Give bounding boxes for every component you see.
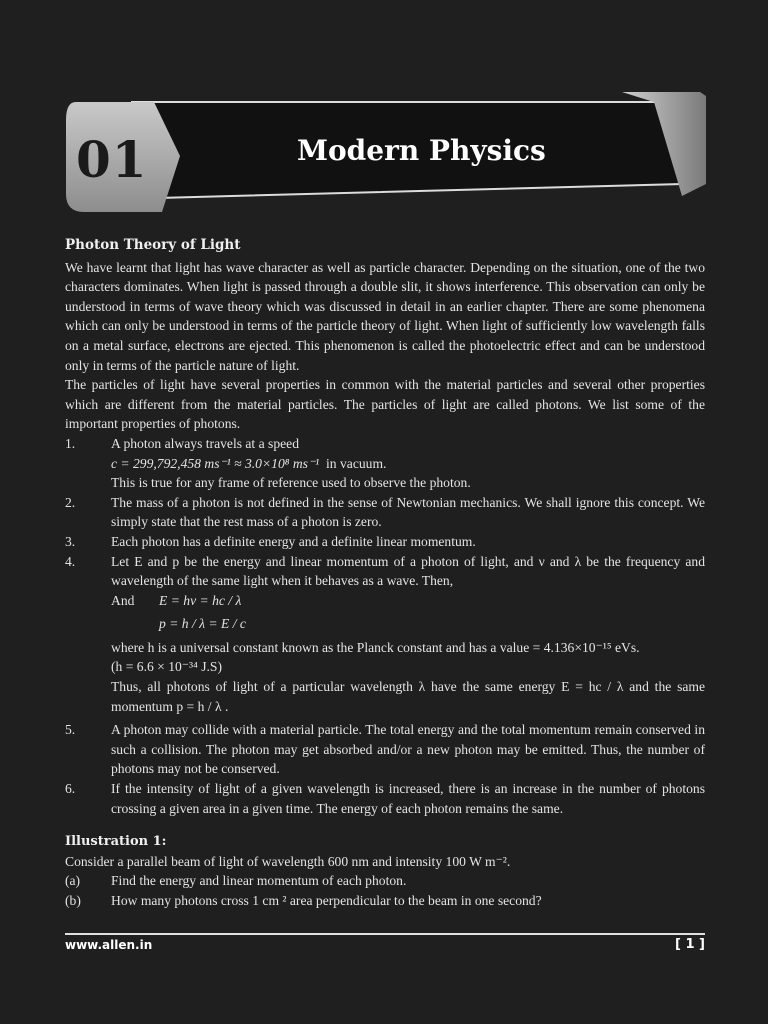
list-text: A photon always travels at a speed [111,435,299,451]
speed-equation: c = 299,792,458 ms⁻¹ ≈ 3.0×10⁸ ms⁻¹ [111,455,320,471]
list-text: If the intensity of light of a given wavelength is increased, there is an increase in the number of photons crossing a given area in a given time. The energy of each photon remains the same. [111,781,705,816]
list-text: Let E and p be the energy and linear momentum of a photon of light, and ν and λ be the frequency and wavelength of the same light when it behaves as a wave. Then, [111,553,705,589]
illustration-title: Illustration 1: [65,834,167,850]
list-number: 5. [65,722,76,738]
list-text-after: This is true for any frame of reference used to observe the photon. [111,475,471,491]
photon-energy-text: Thus, all photons of light of a particular wavelength λ have the same energy E = hc / λ and the same momentum p = h / λ . [111,679,705,714]
chapter-title: Modern Physics [297,134,546,167]
list-text: Each photon has a definite energy and a definite linear momentum. [111,533,476,549]
list-text: The mass of a photon is not defined in the sense of Newtonian mechanics. We shall ignore this concept. We simply state that the rest mass of a photon is zero. [111,494,705,530]
part-text: Find the energy and linear momentum of each photon. [111,873,407,889]
footer-divider [65,933,705,935]
list-number: 2. [65,494,76,510]
list-number: 6. [65,781,76,797]
chapter-number: 01 [76,130,148,189]
list-number: 3. [65,533,76,549]
list-item [65,779,705,818]
planck-si-value: (h = 6.6 × 10⁻³⁴ J.S) [111,659,223,675]
page-number: [ 1 ] [675,937,705,952]
page-content [65,236,705,911]
illustration-text: Consider a parallel beam of light of wavelength 600 nm and intensity 100 W m⁻². [65,853,511,869]
illustration-part [65,871,705,891]
list-item [65,434,705,493]
list-item [65,720,705,779]
list-item [65,493,705,532]
chapter-banner [62,86,706,218]
energy-equation: E = hν = hc / λ [159,592,242,608]
and-label: And [111,592,135,608]
list-number: 4. [65,553,76,569]
list-text: A photon may collide with a material particle. The total energy and the total momentum remain conserved in such a collision. The photon may get absorbed and/or a new photon may be emitted. Thus, the number of photons may not be conserved. [111,722,705,777]
part-label: (a) [65,873,81,889]
planck-text: where h is a universal constant known as the Planck constant and has a value = 4.136×10⁻¹⁵ eVs. [111,639,640,655]
part-text: How many photons cross 1 cm ² area perpendicular to the beam in one second? [111,893,542,908]
list-item [65,532,705,552]
paragraph-intro: We have learnt that light has wave character as well as particle character. Depending on the situation, one of the two characters dominates. When light is passed through a double slit, it shows interference. This observation can only be understood in terms of wave theory which was discussed in detail in an earlier chapter. There are some phenomena which can only be understood in terms of the particle theory of light. When light of sufficiently low wavelength falls on a metal surface, electrons are ejected. This phenomenon is called the photoelectric effect and can be understood only in terms of the particle nature of light. [65,259,705,373]
footer-url: www.allen.in [65,938,153,952]
list-item [65,552,705,717]
list-number: 1. [65,435,76,451]
momentum-equation: p = h / λ = E / c [159,616,246,632]
speed-equation-suffix: in vacuum. [326,455,387,471]
part-label: (b) [65,893,81,908]
illustration-part [65,891,705,911]
paragraph-photons: The particles of light have several properties in common with the material particles and several other properties which are different from the material particles. The particles of light are called photons. We list some of the important properties of photons. [65,377,705,432]
section-title: Photon Theory of Light [65,237,241,253]
